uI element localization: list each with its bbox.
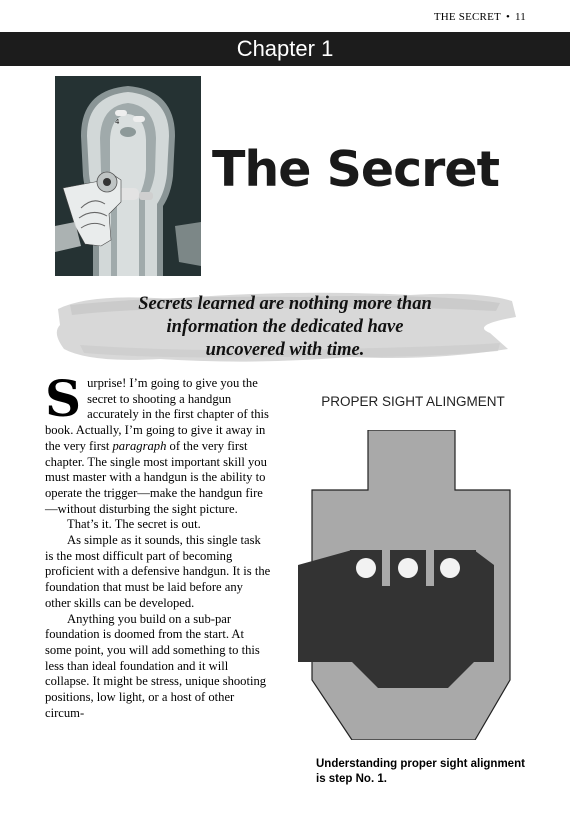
sight-dot: [356, 558, 376, 578]
emphasis-text: paragraph: [112, 438, 167, 453]
paragraph: [45, 369, 271, 517]
paragraph-text: urprise! I’m going to give you the secret to shooting a handgun accurately in the first chapter of this book. Actually, I’m going to give it away in the very first: [45, 376, 269, 453]
epigraph: [60, 293, 510, 362]
running-head: [434, 11, 526, 23]
separator-dot: •: [505, 11, 510, 23]
front-sight-gap: [382, 550, 390, 586]
running-title: THE SECRET: [433, 11, 501, 23]
epigraph-line: Secrets learned are nothing more than: [138, 294, 432, 314]
paragraph-text: of the very first chapter. The single most important skill you must master with a handgun is the ability to operate the trigger—make the handgun fire—without disturbing the sight picture.: [45, 438, 267, 516]
chapter-label: Chapter 1: [236, 36, 334, 61]
paragraph: That’s it. The secret is out.: [67, 517, 201, 532]
sight-dot: [440, 558, 460, 578]
page-number: 11: [515, 11, 526, 23]
chapter-band: [0, 32, 570, 66]
body-text-column: [45, 369, 271, 721]
svg-text:4: 4: [115, 118, 120, 126]
drop-cap: S: [45, 369, 82, 428]
figure-title: PROPER SIGHT ALINGMENT: [321, 394, 505, 409]
target-gun-illustration: [55, 76, 201, 276]
figure-caption: Understanding proper sight alignment is step No. 1.: [316, 758, 525, 785]
paragraph: Anything you build on a sub-par foundation is doomed from the start. At some point, you will add something to this less than ideal foundation and it will collapse. It might be stress, unique shooting positions, low light, or a host of other circum-: [45, 611, 267, 720]
front-sight-gap: [426, 550, 434, 586]
chapter-title: The Secret: [212, 141, 499, 198]
paragraph: As simple as it sounds, this single task is the most difficult part of becoming proficient with a defensive handgun. It is the foundation that must be laid before any other skills can be developed.: [45, 533, 271, 610]
epigraph-line: uncovered with time.: [205, 340, 365, 360]
sight-dot: [398, 558, 418, 578]
epigraph-line: information the dedicated have: [166, 317, 404, 337]
sight-alignment-diagram: [298, 430, 528, 740]
